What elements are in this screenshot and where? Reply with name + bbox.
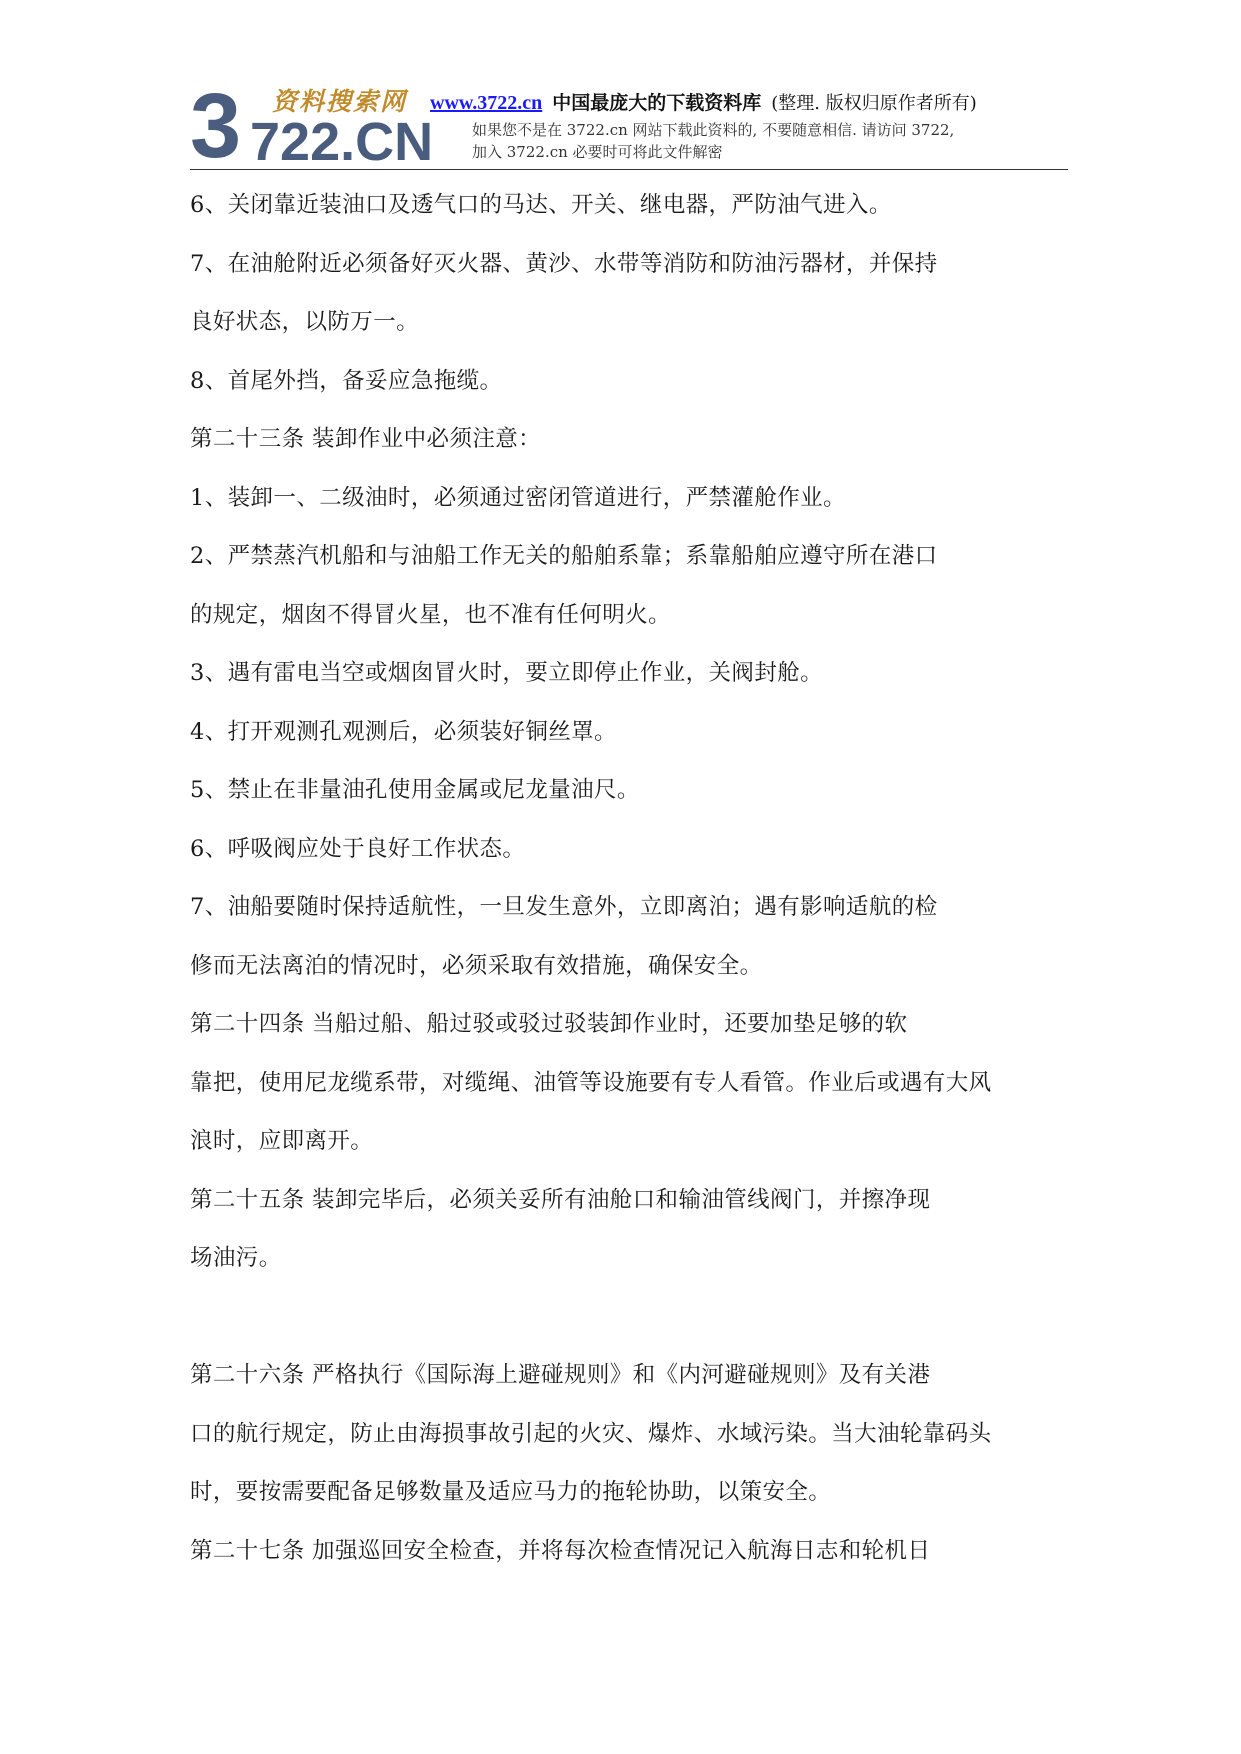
text-line: 8、首尾外挡，备妥应急拖缆。: [190, 367, 503, 394]
text-line: 的规定，烟囱不得冒火星，也不准有任何明火。: [190, 601, 671, 628]
article-heading-25: 第二十五条 装卸完毕后，必须关妥所有油舱口和输油管线阀门，并擦净现: [190, 1186, 931, 1213]
text-line: 良好状态，以防万一。: [190, 309, 420, 335]
notice-line-1: 如果您不是在 3722.cn 网站下载此资料的, 不要随意相信. 请访问 3722,: [472, 121, 955, 139]
text-line: 口的航行规定，防止由海损事故引起的火灾、爆炸、水域污染。当大油轮靠码头: [190, 1420, 992, 1447]
text-line: 浪时，应即离开。: [190, 1128, 374, 1154]
text-line: 5、禁止在非量油孔使用金属或尼龙量油尺。: [190, 777, 640, 803]
notice-line-2: 加入 3722.cn 必要时可将此文件解密: [472, 143, 723, 161]
text-line: 修而无法离泊的情况时，必须采取有效措施，确保安全。: [190, 952, 763, 979]
text-line: 1、装卸一、二级油时，必须通过密闭管道进行，严禁灌舱作业。: [190, 484, 846, 511]
text-line: 场油污。: [190, 1245, 282, 1271]
article-heading-23: 第二十三条 装卸作业中必须注意：: [190, 426, 542, 452]
page-header: [190, 75, 1068, 177]
text-line: 4、打开观测孔观测后，必须装好铜丝罩。: [190, 718, 617, 745]
header-divider: [190, 169, 1068, 170]
text-line: 靠把，使用尼龙缆系带，对缆绳、油管等设施要有专人看管。作业后或遇有大风: [190, 1069, 992, 1096]
text-line: 7、油船要随时保持适航性，一旦发生意外，立即离泊；遇有影响适航的检: [190, 894, 938, 920]
text-line: 7、在油舱附近必须备好灭火器、黄沙、水带等消防和防油污器材，并保持: [190, 250, 938, 277]
blank-line: [190, 1288, 1070, 1347]
site-link[interactable]: www.3722.cn: [430, 92, 543, 114]
site-title: 中国最庞大的下载资料库: [552, 92, 762, 114]
site-logo[interactable]: [190, 75, 440, 177]
copyright-note: (整理. 版权归原作者所有): [771, 93, 977, 114]
article-heading-24: 第二十四条 当船过船、船过驳或驳过驳装卸作业时，还要加垫足够的软: [190, 1011, 908, 1037]
text-line: 6、关闭靠近装油口及透气口的马达、开关、继电器，严防油气进入。: [190, 192, 892, 218]
text-line: 时，要按需要配备足够数量及适应马力的拖轮协助，以策安全。: [190, 1479, 832, 1505]
article-heading-26: 第二十六条 严格执行《国际海上避碰规则》和《内河避碰规则》及有关港: [190, 1362, 931, 1388]
text-line: 2、严禁蒸汽机船和与油船工作无关的船舶系靠；系靠船舶应遵守所在港口: [190, 543, 938, 569]
text-line: 6、呼吸阀应处于良好工作状态。: [190, 835, 526, 862]
text-line: 3、遇有雷电当空或烟囱冒火时，要立即停止作业，关阀封舱。: [190, 660, 824, 686]
logo-chinese-title: 资料搜索网: [272, 87, 408, 116]
article-heading-27: 第二十七条 加强巡回安全检查，并将每次检查情况记入航海日志和轮机日: [190, 1537, 931, 1564]
logo-big-digit: 3: [190, 75, 242, 177]
header-title-line: [430, 88, 977, 115]
document-body: [190, 176, 1070, 1580]
logo-domain-text: 722.CN: [250, 112, 434, 172]
